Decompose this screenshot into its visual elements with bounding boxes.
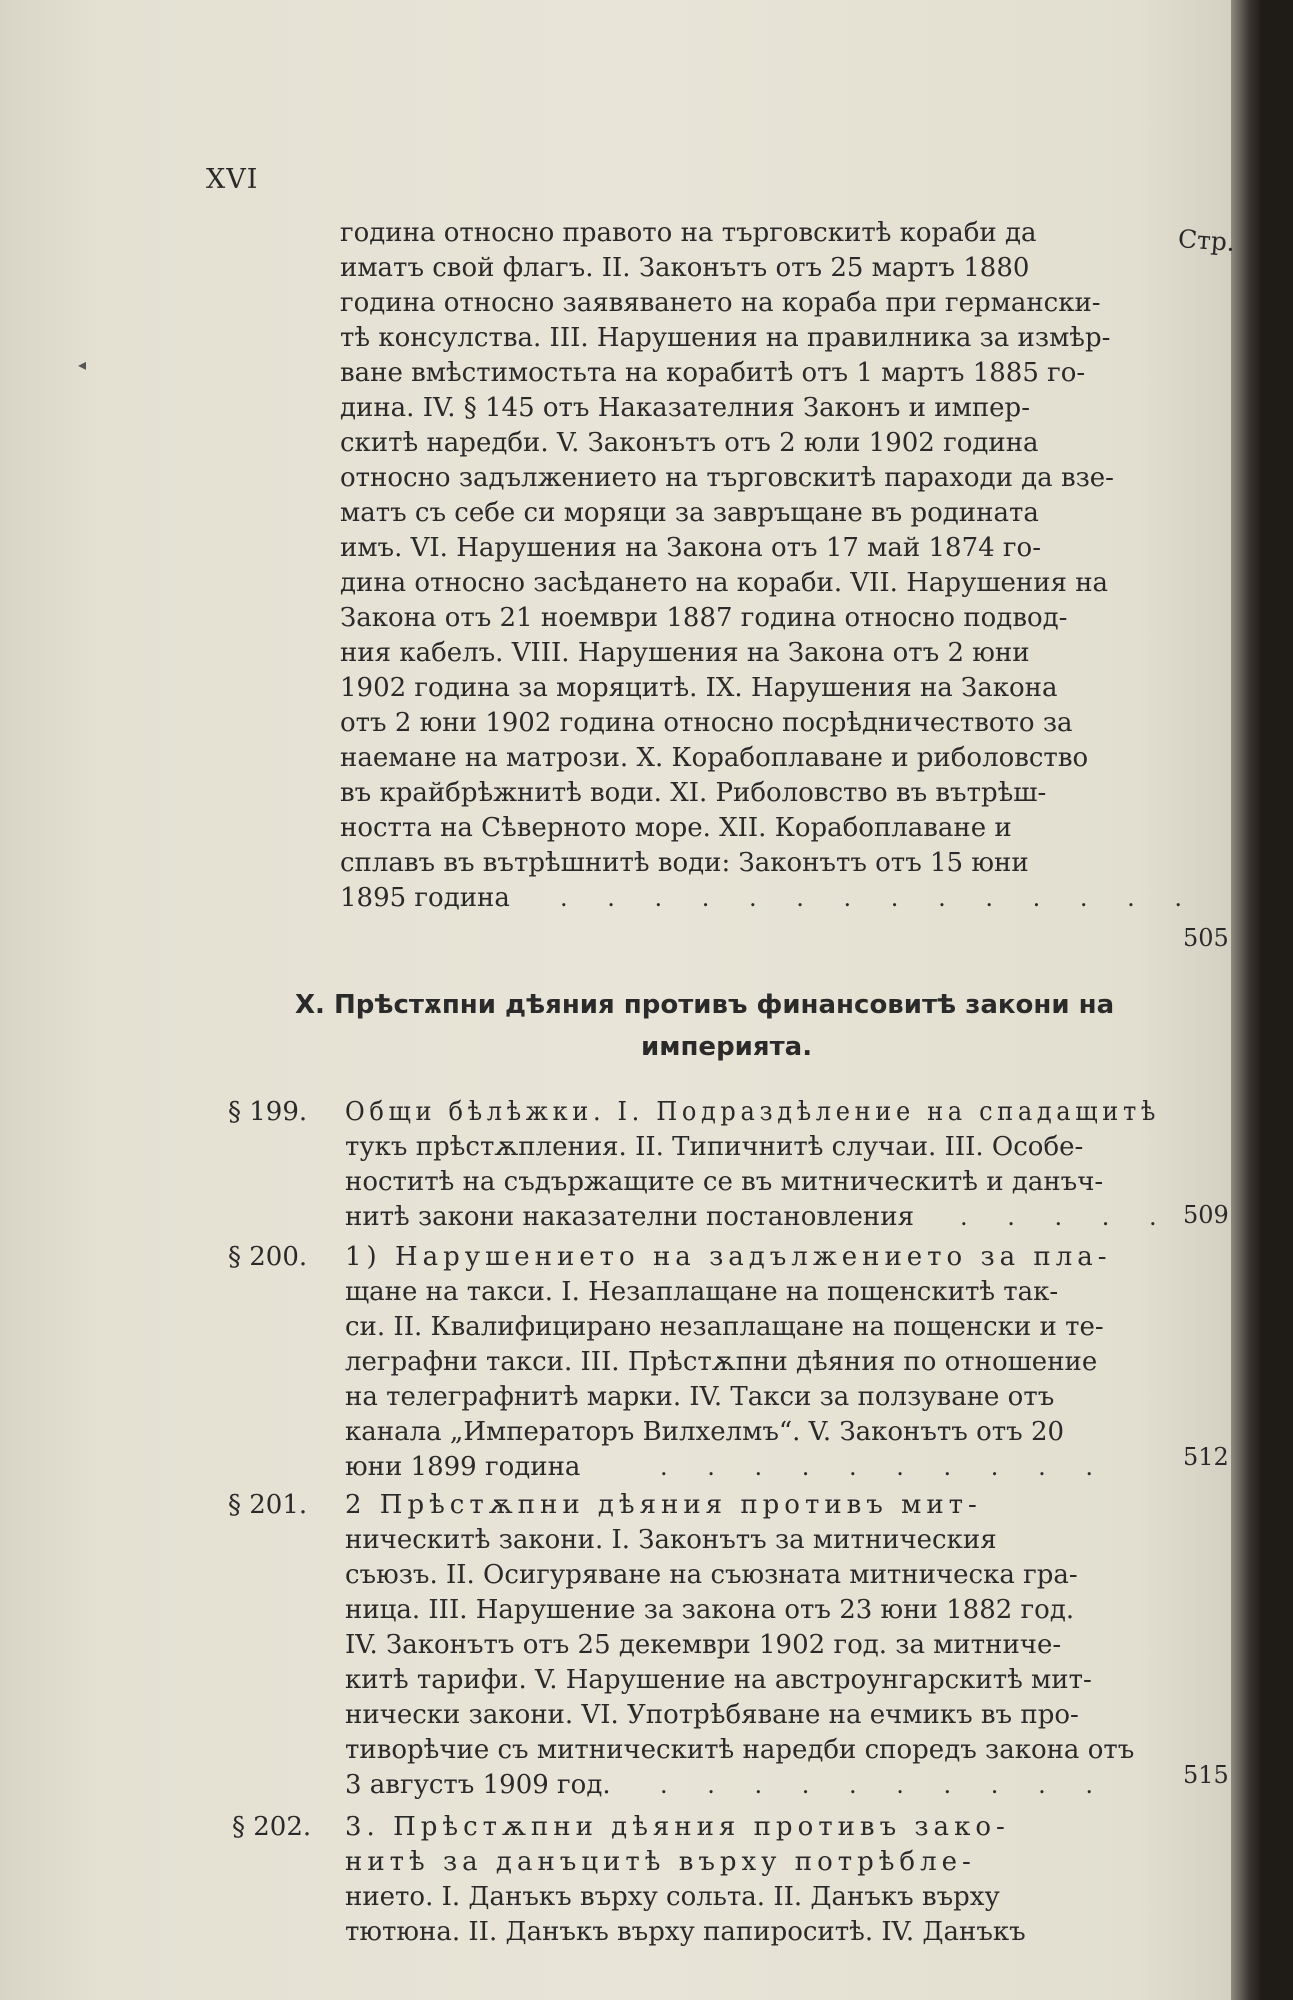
toc-line: тиворѣчие съ митническитѣ наредби споредъ закона отъ [345,1735,1135,1765]
margin-mark: ◂ [78,355,87,374]
toc-line: имъ. VI. Нарушения на Закона отъ 17 май 1874 го- [340,533,1041,563]
toc-line: дина. IV. § 145 отъ Наказателния Законъ и импер- [340,393,1030,423]
toc-line: въ крайбрѣжнитѣ води. XI. Риболовство въ вътрѣш- [340,778,1047,808]
book-spine-shadow [1231,0,1262,2000]
page-ref: 515 [1183,1761,1229,1789]
dot-leader: . . . . . . . . . . . . . . [560,884,1198,912]
toc-line: дина относно засѣдането на кораби. VII. Нарушения на [340,568,1109,598]
toc-line: леграфни такси. III. Прѣстѫпни дѣяния по отношение [345,1347,1098,1377]
section-heading: X. Прѣстѫпни дѣяния противъ финансовитѣ закони на [295,990,1115,1020]
toc-line: 2 Прѣстѫпни дѣяния противъ мит- [345,1490,982,1520]
toc-line: канала „Императоръ Вилхелмъ“. V. Законътъ отъ 20 [345,1417,1065,1447]
page-ref: 505 [1183,924,1229,952]
page-column-label: Стр. [1177,224,1236,257]
toc-line: тѣ консулства. III. Нарушения на правилника за измѣр- [340,323,1111,353]
dot-leader: . . . . . [960,1203,1173,1231]
toc-line: сплавъ въ вътрѣшнитѣ води: Законътъ отъ 15 юни [340,848,1029,878]
page-ref: 512 [1183,1443,1229,1471]
toc-line: си. II. Квалифицирано незаплащане на пощенски и те- [345,1312,1104,1342]
toc-line: на телеграфнитѣ марки. IV. Такси за ползуване отъ [345,1382,1055,1412]
toc-line: нически закони. VI. Употрѣбяване на ечмикъ въ про- [345,1700,1079,1730]
page-ref: 509 [1183,1201,1229,1229]
toc-line: нитѣ закони наказателни постановления [345,1202,914,1232]
entry-number: § 200. [228,1242,308,1272]
toc-line: ване вмѣстимостьта на корабитѣ отъ 1 мартъ 1885 го- [340,358,1086,388]
toc-line: ническитѣ закони. I. Законътъ за митническия [345,1525,997,1555]
toc-line: IV. Законътъ отъ 25 декември 1902 год. за митниче- [345,1630,1062,1660]
toc-line: ността на Сѣверното море. XII. Корабоплаване и [340,813,1012,843]
toc-line: 3 августъ 1909 год. [345,1770,611,1800]
toc-line: относно задължението на търговскитѣ параходи да взе- [340,463,1114,493]
toc-line: отъ 2 юни 1902 година относно посрѣдничеството за [340,708,1073,738]
toc-line: Закона отъ 21 ноември 1887 година относно подвод- [340,603,1068,633]
toc-line: тютюна. II. Данъкъ върху папироситѣ. IV. Данъкъ [345,1917,1026,1947]
dot-leader: . . . . . . . . . . [660,1453,1109,1481]
toc-line: 3. Прѣстѫпни дѣяния противъ зако- [345,1812,1010,1842]
toc-line: 1902 година за моряцитѣ. IX. Нарушения на Закона [340,673,1058,703]
toc-line: тукъ прѣстѫпления. II. Типичнитѣ случаи. III. Особе- [345,1132,1084,1162]
toc-line: китѣ тарифи. V. Нарушение на австроунгарскитѣ мит- [345,1665,1092,1695]
toc-line: ния кабелъ. VIII. Нарушения на Закона отъ 2 юни [340,638,1030,668]
toc-line: Общи бѣлѣжки. I. Подраздѣление на спадащитѣ [345,1097,1161,1127]
section-heading-cont: империята. [641,1032,813,1062]
toc-line: матъ съ себе си моряци за завръщане въ родината [340,498,1039,528]
toc-line: наемане на матрози. X. Корабоплаване и риболовство [340,743,1089,773]
entry-number: § 199. [228,1097,308,1127]
toc-line: 1895 година [340,883,510,913]
toc-line: скитѣ наредби. V. Законътъ отъ 2 юли 1902 година [340,428,1039,458]
toc-line: юни 1899 година [345,1452,581,1482]
page-number: XVI [206,164,259,195]
toc-line: ноститѣ на съдържащите се въ митническитѣ и данъч- [345,1167,1104,1197]
dot-leader: . . . . . . . . . . [660,1771,1109,1799]
toc-line: иматъ свой флагъ. II. Законътъ отъ 25 мартъ 1880 [340,253,1030,283]
entry-number: § 201. [228,1490,308,1520]
toc-line: ница. III. Нарушение за закона отъ 23 юни 1882 год. [345,1595,1075,1625]
toc-line: щане на такси. I. Незаплащане на пощенскитѣ так- [345,1277,1059,1307]
toc-line: нитѣ за данъцитѣ върху потрѣбле- [345,1847,976,1877]
toc-line: 1) Нарушението на задължението за пла- [345,1242,1112,1272]
toc-line: година относно правото на търговскитѣ кораби да [340,218,1037,248]
toc-line: съюзъ. II. Осигуряване на съюзната митническа гра- [345,1560,1078,1590]
toc-line: нието. I. Данъкъ върху сольта. II. Данъкъ върху [345,1882,1000,1912]
entry-number: § 202. [232,1812,312,1842]
toc-line: година относно заявяването на кораба при германски- [340,288,1101,318]
